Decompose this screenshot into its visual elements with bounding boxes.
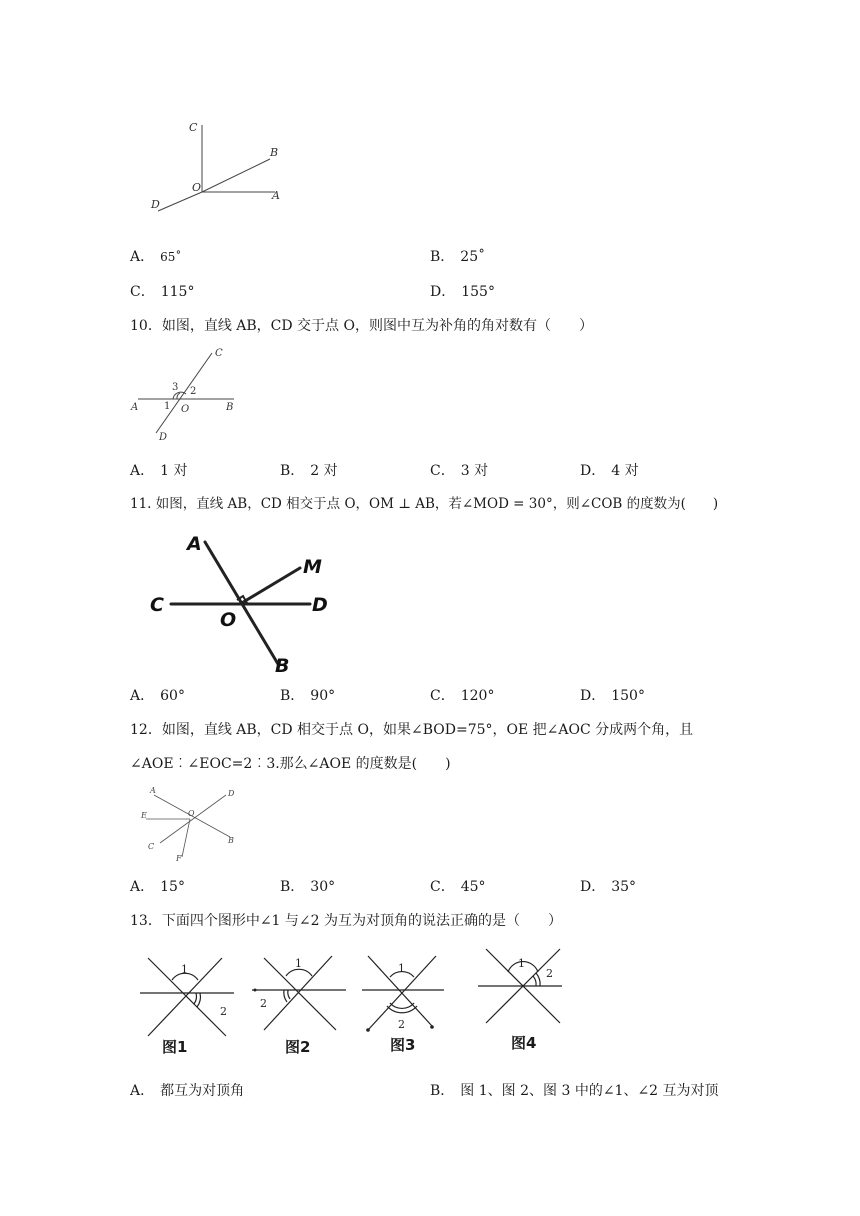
q9-option-a-text: 65˚ xyxy=(160,250,182,264)
q11-option-c-key: C． xyxy=(430,688,455,704)
q10-option-b-text: 2 对 xyxy=(310,463,338,479)
q13-fig2-angle-2: 2 xyxy=(260,997,267,1010)
q10-option-b xyxy=(280,461,338,481)
q13-caption-2: 图2 xyxy=(285,1038,311,1056)
q13-option-b-key: B． xyxy=(430,1083,455,1099)
q9-option-d-text: 155° xyxy=(461,284,495,300)
q9-option-d xyxy=(430,282,495,302)
q12-option-c-key: C． xyxy=(430,879,455,895)
q13-figure-1 xyxy=(138,950,238,1040)
q12-label-b: B xyxy=(228,836,234,845)
q9-option-b xyxy=(430,247,485,267)
q9-label-c: C xyxy=(189,121,198,134)
q13-fig4-angle-2: 2 xyxy=(546,967,553,980)
q12-option-c-text: 45° xyxy=(460,879,486,895)
q9-option-b-text: 25˚ xyxy=(460,249,486,265)
q13-caption-3: 图3 xyxy=(390,1036,416,1054)
q13-option-b xyxy=(430,1081,719,1101)
q9-option-c xyxy=(130,282,194,302)
q10-stem: 10．如图，直线 AB，CD 交于点 O，则图中互为补角的角对数有（ ） xyxy=(130,318,593,334)
q11-figure xyxy=(145,528,345,678)
q13-fig3-angle-2: 2 xyxy=(398,1018,405,1031)
q9-option-c-key: C． xyxy=(130,284,155,300)
q11-option-c-text: 120° xyxy=(460,688,495,704)
q13-fig1-angle-1: 1 xyxy=(181,963,188,976)
q12-option-a-key: A． xyxy=(130,879,155,895)
q13-figure-3 xyxy=(360,950,460,1035)
q12-label-f: F xyxy=(176,854,182,863)
q9-option-a-key: A． xyxy=(130,249,155,265)
q12-option-a-text: 15° xyxy=(160,879,185,895)
q13-fig1-angle-2: 2 xyxy=(220,1005,227,1018)
q10-label-a: A xyxy=(131,402,139,413)
q12-label-a: A xyxy=(150,786,156,795)
q10-angle-2: 2 xyxy=(190,386,197,397)
q13-option-a xyxy=(130,1081,244,1101)
q10-angle-1: 1 xyxy=(164,401,171,412)
q10-label-o: O xyxy=(181,404,190,415)
q9-option-d-key: D． xyxy=(430,284,456,300)
q10-figure xyxy=(126,345,241,445)
q12-option-b-text: 30° xyxy=(310,879,336,895)
q11-label-c: C xyxy=(150,594,164,616)
q11-stem: 11. 如图，直线 AB，CD 相交于点 O，OM ⊥ AB，若∠MOD = 30°，则∠COB 的度数为( ) xyxy=(130,496,719,512)
q12-label-e: E xyxy=(141,811,147,820)
q10-label-c: C xyxy=(215,348,223,359)
q10-option-a xyxy=(130,461,187,481)
q13-figure-2 xyxy=(250,950,350,1035)
q9-option-b-key: B． xyxy=(430,249,455,265)
q12-option-b xyxy=(280,877,335,897)
q11-option-a-key: A． xyxy=(130,688,155,704)
q9-label-d: D xyxy=(151,198,160,211)
q12-label-c: C xyxy=(148,842,155,851)
q13-fig4-angle-1: 1 xyxy=(518,957,525,970)
q11-label-d: D xyxy=(312,594,328,616)
q12-option-d-text: 35° xyxy=(611,879,637,895)
q10-option-c-key: C． xyxy=(430,463,455,479)
q12-option-d-key: D． xyxy=(580,879,606,895)
q11-option-b-text: 90° xyxy=(310,688,336,704)
q11-option-d xyxy=(580,686,645,706)
q11-option-d-text: 150° xyxy=(611,688,645,704)
q11-option-c xyxy=(430,686,494,706)
q13-caption-4: 图4 xyxy=(511,1034,537,1052)
q12-figure xyxy=(138,783,248,865)
q10-label-b: B xyxy=(226,402,234,413)
q12-stem-line1: 12．如图，直线 AB，CD 相交于点 O，如果∠BOD=75°，OE 把∠AOC 分成两个角，且 xyxy=(130,722,694,738)
q11-option-b-key: B． xyxy=(280,688,305,704)
q12-option-a xyxy=(130,877,185,897)
q11-label-o: O xyxy=(220,609,237,631)
q11-option-a xyxy=(130,686,185,706)
q12-option-b-key: B． xyxy=(280,879,305,895)
q12-label-d: D xyxy=(228,789,235,798)
q10-option-d-text: 4 对 xyxy=(611,463,639,479)
q13-stem: 13．下面四个图形中∠1 与∠2 为互为对顶角的说法正确的是（ ） xyxy=(130,913,562,929)
q13-figure-4 xyxy=(476,945,576,1030)
q9-figure xyxy=(140,115,300,215)
q10-option-c-text: 3 对 xyxy=(460,463,489,479)
q9-label-o: O xyxy=(192,181,202,194)
q10-option-c xyxy=(430,461,488,481)
q11-option-b xyxy=(280,686,335,706)
q12-label-o: O xyxy=(188,809,195,818)
q12-option-c xyxy=(430,877,486,897)
q10-angle-3: 3 xyxy=(172,382,179,393)
q13-option-b-text: 图 1、图 2、图 3 中的∠1、∠2 互为对顶 xyxy=(460,1083,719,1099)
q12-option-d xyxy=(580,877,636,897)
q12-stem-line2: ∠AOE︰∠EOC=2︰3.那么∠AOE 的度数是( ) xyxy=(130,756,451,772)
q10-option-d xyxy=(580,461,639,481)
q9-label-b: B xyxy=(270,146,279,159)
q10-option-a-text: 1 对 xyxy=(160,463,188,479)
q13-fig3-angle-1: 1 xyxy=(398,962,405,975)
q9-option-a xyxy=(130,247,181,267)
q13-option-a-text: 都互为对顶角 xyxy=(160,1083,245,1099)
q10-option-a-key: A． xyxy=(130,463,155,479)
q11-label-a: A xyxy=(187,533,202,555)
q9-label-a: A xyxy=(272,189,280,202)
q10-option-d-key: D． xyxy=(580,463,606,479)
q10-label-d: D xyxy=(159,432,168,443)
q13-fig2-angle-1: 1 xyxy=(295,957,302,970)
q13-option-a-key: A． xyxy=(130,1083,155,1099)
q9-option-c-text: 115° xyxy=(160,284,195,300)
q13-caption-1: 图1 xyxy=(162,1038,188,1056)
q11-option-d-key: D． xyxy=(580,688,606,704)
q11-label-m: M xyxy=(303,556,322,578)
q11-option-a-text: 60° xyxy=(160,688,185,704)
q11-label-b: B xyxy=(275,655,290,677)
q10-option-b-key: B． xyxy=(280,463,305,479)
